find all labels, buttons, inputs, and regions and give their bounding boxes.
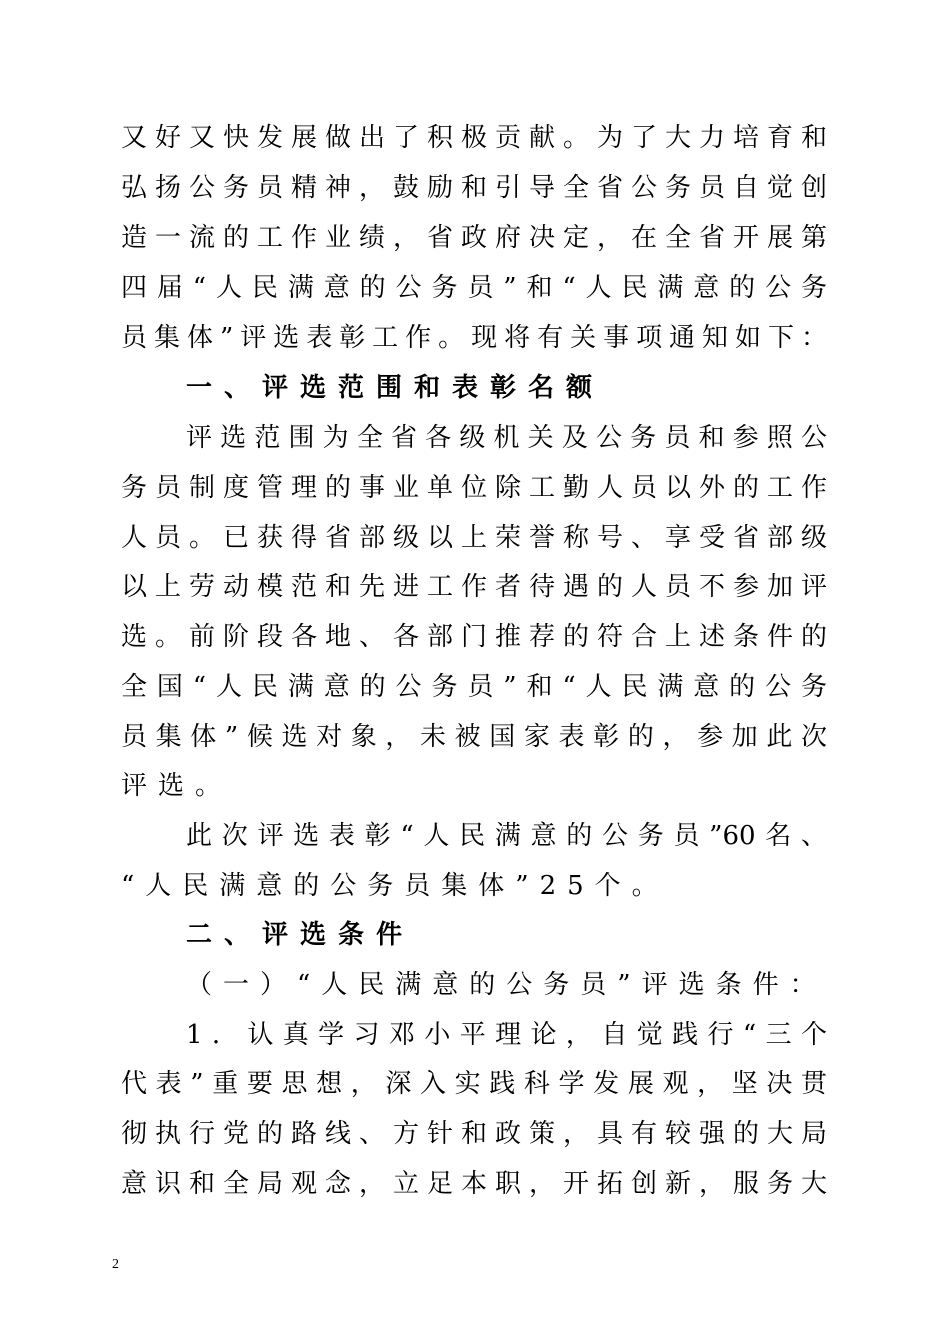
body-text-line: 造一流的工作业绩，省政府决定，在全省开展第 [121,223,827,253]
page-number: 2 [112,1257,119,1272]
section-heading-2: 二、评选条件 [186,920,415,950]
body-text-line: 又好又快发展做出了积极贡献。为了大力培育和 [121,123,827,153]
paragraph-first-line: 此次评选表彰“人民满意的公务员”60名、 [186,821,827,851]
body-text-line: 弘扬公务员精神，鼓励和引导全省公务员自觉创 [121,173,827,203]
paragraph-first-line: 评选范围为全省各级机关及公务员和参照公 [186,423,827,453]
body-text-line: 意识和全局观念，立足本职，开拓创新，服务大 [121,1169,827,1199]
body-text-line: 代表”重要思想，深入实践科学发展观，坚决贯 [121,1069,827,1099]
subsection-heading: （一）“人民满意的公务员”评选条件： [186,970,827,1000]
paragraph-first-line: 1．认真学习邓小平理论，自觉践行“三个 [186,1020,827,1050]
body-text-line: 务员制度管理的事业单位除工勤人员以外的工作 [121,473,827,503]
body-text-line: 员集体”评选表彰工作。现将有关事项通知如下： [121,323,827,353]
body-text-line: 选。前阶段各地、各部门推荐的符合上述条件的 [121,622,827,652]
body-text-line: 人员。已获得省部级以上荣誉称号、享受省部级 [121,523,827,553]
body-text-line: 彻执行党的路线、方针和政策，具有较强的大局 [121,1119,827,1149]
body-text-line: 全国“人民满意的公务员”和“人民满意的公务 [121,672,827,702]
body-text-line: 以上劳动模范和先进工作者待遇的人员不参加评 [121,572,827,602]
body-text-line: 评选。 [121,771,233,801]
body-text-line: 员集体”候选对象，未被国家表彰的，参加此次 [121,722,827,752]
body-text-line: “人民满意的公务员集体”25个。 [121,871,669,901]
section-heading-1: 一、评选范围和表彰名额 [186,373,605,403]
body-text-line: 四届“人民满意的公务员”和“人民满意的公务 [121,273,827,303]
